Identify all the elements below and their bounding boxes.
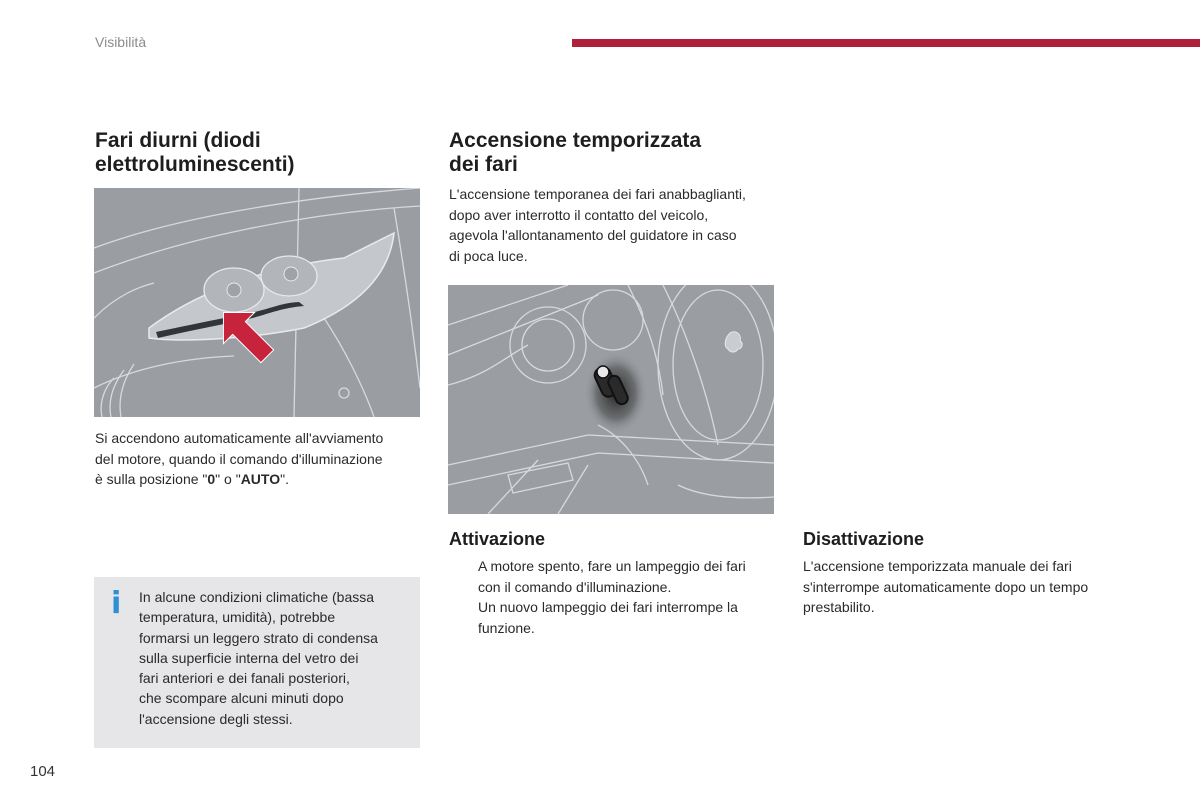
- list-item-line: funzione.: [478, 619, 535, 636]
- list-item-line: Un nuovo lampeggio dei fari interrompe la: [478, 599, 738, 615]
- info-line: temperatura, umidità), potrebbe: [139, 609, 336, 626]
- description-line: prestabilito.: [803, 599, 875, 615]
- description-line: agevola l'allontanamento del guidatore in caso: [449, 227, 737, 243]
- description-line: del motore, quando il comando d'illuminazione: [95, 450, 383, 467]
- description-line: L'accensione temporanea dei fari anabbaglianti,: [449, 186, 746, 202]
- text-run: ".: [280, 471, 289, 487]
- info-text: [139, 587, 409, 729]
- info-line: In alcune condizioni climatiche (bassa: [139, 589, 375, 605]
- daytime-lights-description: [95, 428, 420, 490]
- section-label: Visibilità: [95, 34, 147, 50]
- timed-headlights-title-line: dei fari: [449, 153, 518, 176]
- daytime-lights-title-line: Fari diurni (diodi: [95, 129, 261, 152]
- info-line: che scompare alcuni minuti dopo: [139, 690, 344, 707]
- info-line: fari anteriori e dei fanali posteriori,: [139, 670, 350, 687]
- info-line: formarsi un leggero strato di condensa: [139, 629, 378, 646]
- page-number: 104: [30, 763, 56, 780]
- description-line: Si accendono automaticamente all'avviamento: [95, 430, 384, 446]
- list-item-line: A motore spento, fare un lampeggio dei fari: [478, 558, 746, 574]
- description-line: s'interrompe automaticamente dopo un tempo: [803, 578, 1089, 595]
- list-item-line: con il comando d'illuminazione.: [478, 578, 672, 595]
- timed-headlights-title-line: Accensione temporizzata: [449, 129, 702, 152]
- description-line: di poca luce.: [449, 247, 528, 264]
- info-box: [94, 577, 420, 748]
- text-run: " o ": [215, 471, 241, 487]
- list-item: [449, 597, 784, 638]
- position-auto: AUTO: [240, 471, 281, 487]
- deactivation-title: Disattivazione: [803, 529, 925, 549]
- description-line: dopo aver interrotto il contatto del veicolo,: [449, 206, 709, 223]
- info-line: sulla superficie interna del vetro dei: [139, 649, 359, 666]
- description-line: L'accensione temporizzata manuale dei fari: [803, 558, 1072, 574]
- timed-headlights-title: [449, 129, 779, 177]
- activation-title: Attivazione: [449, 529, 546, 549]
- info-icon: i: [111, 586, 122, 621]
- description-line: [95, 469, 420, 490]
- daytime-lights-title-line: elettroluminescenti): [95, 153, 295, 176]
- list-item: [449, 556, 784, 597]
- daytime-lights-title: [95, 129, 415, 177]
- position-zero: 0: [207, 471, 216, 487]
- header-accent-bar: [572, 39, 1200, 47]
- daytime-running-lights-illustration: [94, 188, 420, 417]
- activation-list: [449, 556, 784, 638]
- deactivation-description: [803, 556, 1143, 618]
- timed-headlights-description: [449, 184, 779, 266]
- info-line: l'accensione degli stessi.: [139, 710, 293, 727]
- light-stalk-illustration: [448, 285, 774, 514]
- text-run: è sulla posizione ": [95, 471, 208, 487]
